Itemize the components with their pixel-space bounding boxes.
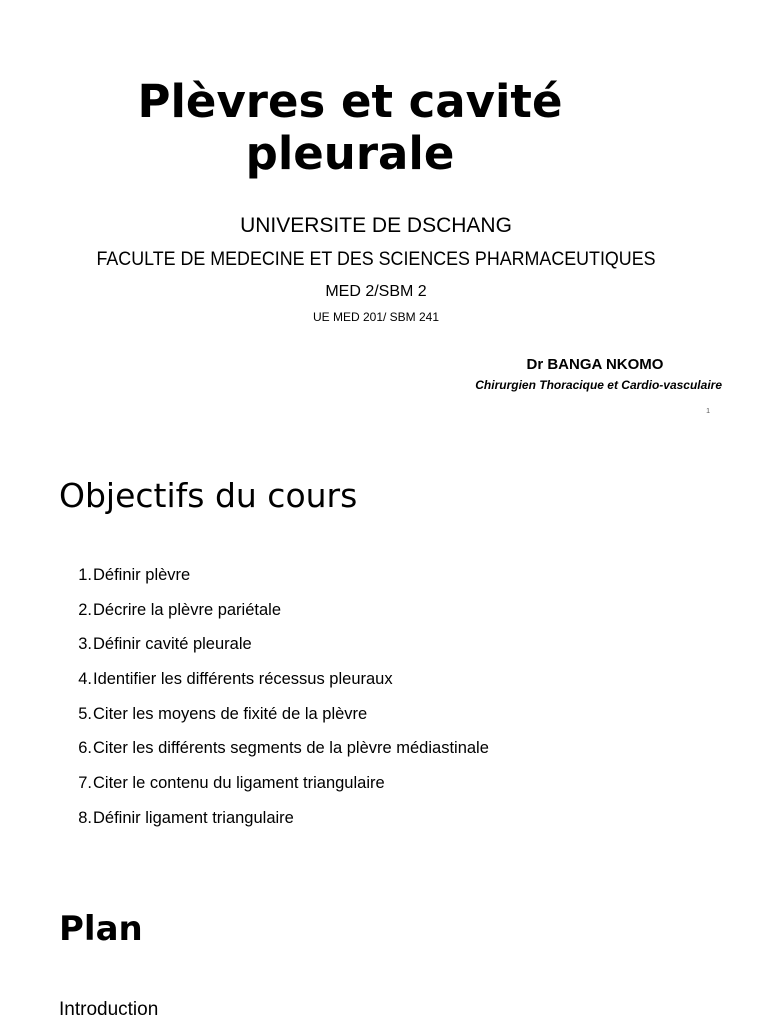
objective-text: Définir cavité pleurale <box>93 635 252 654</box>
objective-item <box>62 805 489 840</box>
page-number: 1 <box>706 408 710 415</box>
title-line-1: Plèvres et cavité <box>137 75 563 128</box>
course-level: MED 2/SBM 2 <box>325 283 427 300</box>
objective-text: Décrire la plèvre pariétale <box>93 600 282 619</box>
objective-text: Citer les différents segments de la plèvre médiastinale <box>93 739 489 758</box>
title-line-2: pleurale <box>245 127 455 180</box>
objective-number: 2. <box>78 600 92 619</box>
objective-text: Citer les moyens de fixité de la plèvre <box>93 704 368 723</box>
objective-number: 1. <box>78 566 92 584</box>
objective-text: Citer le contenu du ligament triangulaire <box>93 774 385 793</box>
objective-item <box>62 735 489 770</box>
faculty-name: FACULTE DE MEDECINE ET DES SCIENCES PHARMACEUTIQUES <box>96 249 656 270</box>
objective-number: 4. <box>78 670 92 689</box>
objective-item <box>62 562 489 597</box>
objective-number: 8. <box>78 808 92 827</box>
plan-heading: Plan <box>59 909 143 949</box>
author-name: Dr BANGA NKOMO <box>526 356 664 373</box>
objective-item <box>62 701 489 736</box>
objective-item <box>62 770 489 805</box>
author-role: Chirurgien Thoracique et Cardio-vasculaire <box>475 378 722 392</box>
objective-item <box>62 631 489 666</box>
objective-number: 7. <box>78 774 92 793</box>
plan-item-introduction: Introduction <box>59 999 159 1020</box>
objective-item <box>62 597 489 632</box>
objective-number: 6. <box>78 739 92 758</box>
objective-item <box>62 666 489 701</box>
objectives-list <box>62 562 489 840</box>
objective-text: Identifier les différents récessus pleuraux <box>93 670 393 689</box>
document-title <box>0 76 700 180</box>
objective-text: Définir ligament triangulaire <box>93 808 294 827</box>
university-name: UNIVERSITE DE DSCHANG <box>240 214 512 237</box>
objective-number: 3. <box>78 635 92 654</box>
objective-number: 5. <box>78 704 92 723</box>
objectives-heading: Objectifs du cours <box>59 476 358 515</box>
objective-text: Définir plèvre <box>93 566 191 584</box>
course-code: UE MED 201/ SBM 241 <box>312 310 440 324</box>
